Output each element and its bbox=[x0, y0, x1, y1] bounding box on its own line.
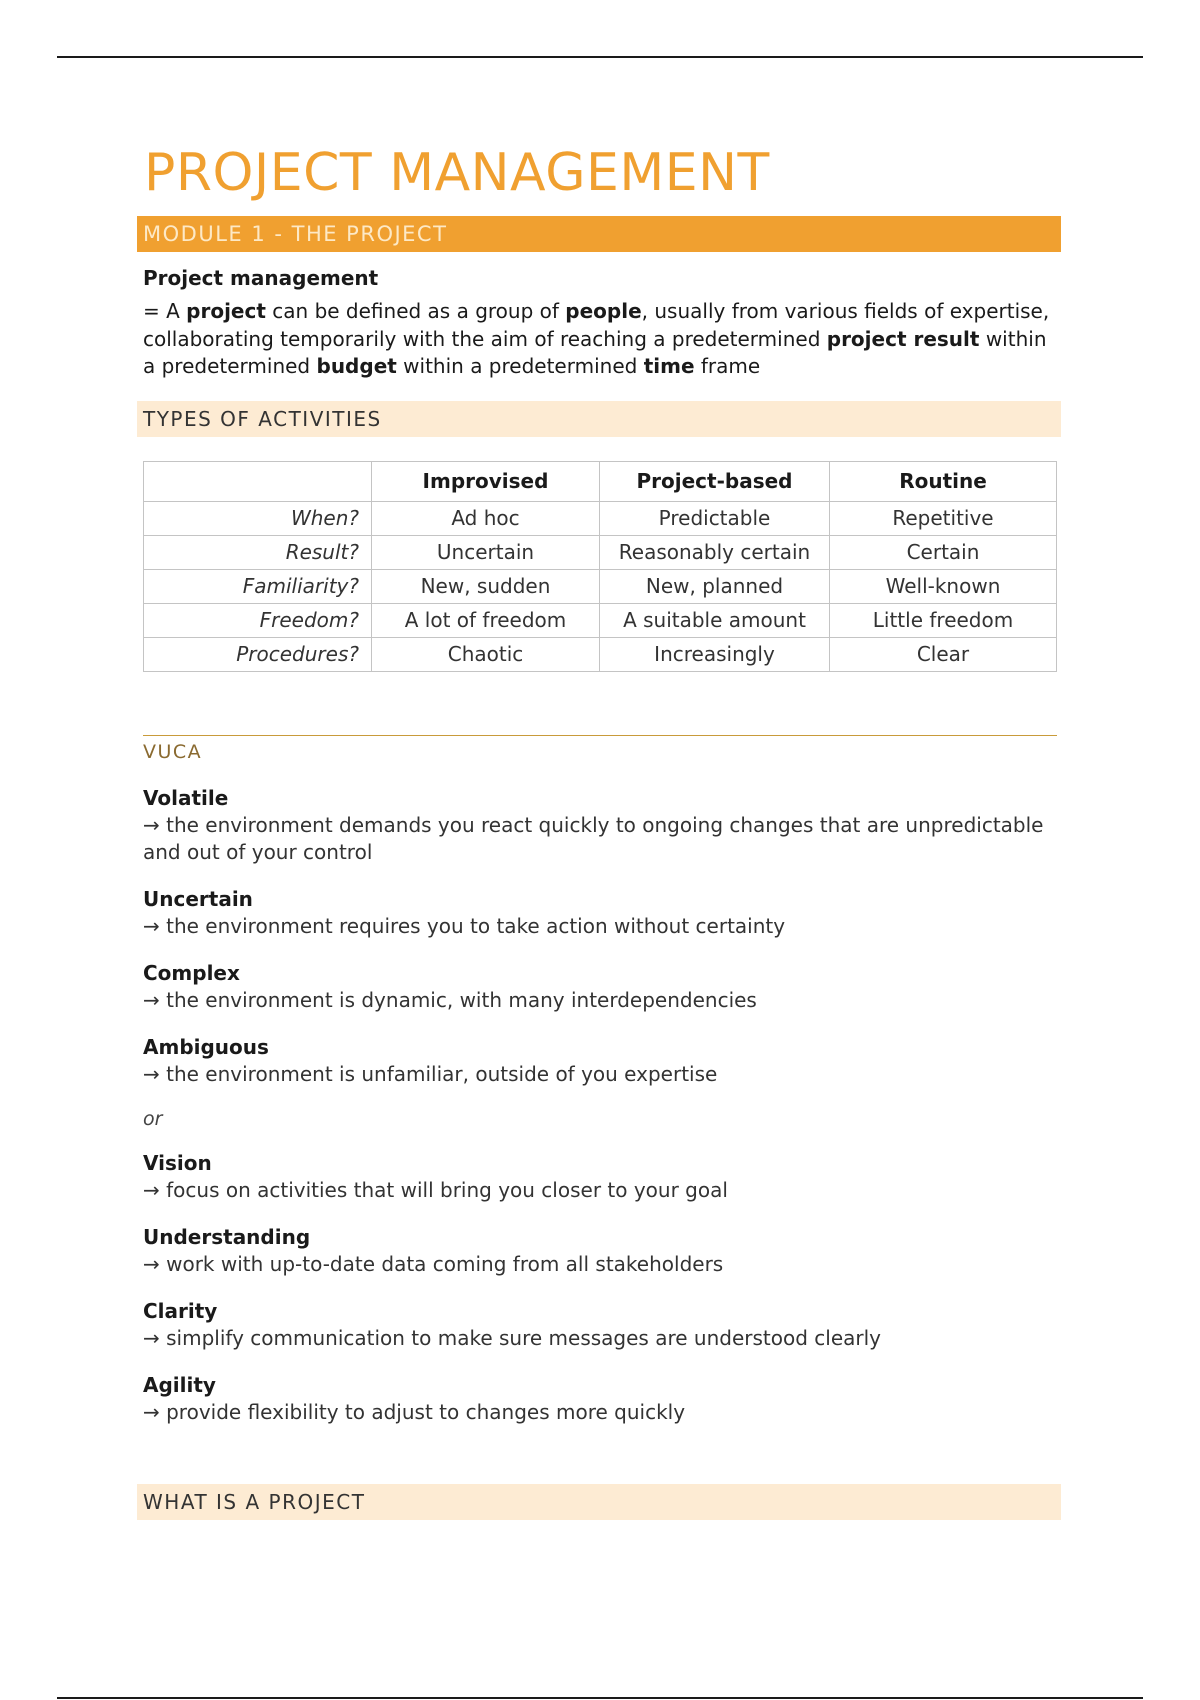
bottom-rule bbox=[57, 1697, 1143, 1699]
term-description: → the environment is dynamic, with many interdependencies bbox=[143, 988, 757, 1012]
term-entry bbox=[143, 1034, 1063, 1088]
vuca-list bbox=[143, 785, 1063, 1088]
types-heading: TYPES OF ACTIVITIES bbox=[137, 401, 1061, 437]
table-row bbox=[144, 603, 1057, 637]
intro-text: = A bbox=[143, 299, 187, 323]
intro-text: , usually from various fields of expertise, collaborating temporarily with the aim of reaching a predetermined bbox=[143, 299, 1050, 351]
intro-heading: Project management bbox=[143, 266, 379, 290]
vuca-divider bbox=[143, 735, 1057, 737]
intro-paragraph bbox=[143, 298, 1063, 381]
term-description: → provide flexibility to adjust to changes more quickly bbox=[143, 1400, 686, 1424]
term-title: Clarity bbox=[143, 1299, 218, 1323]
table-cell: Uncertain bbox=[372, 535, 600, 569]
table-row bbox=[144, 501, 1057, 535]
term-description: → focus on activities that will bring you closer to your goal bbox=[143, 1178, 728, 1202]
table-header-cell bbox=[144, 461, 372, 501]
term-entry bbox=[143, 1224, 1063, 1278]
table-row bbox=[144, 535, 1057, 569]
term-description: → simplify communication to make sure messages are understood clearly bbox=[143, 1326, 881, 1350]
term-title: Complex bbox=[143, 961, 240, 985]
what-is-project-heading: WHAT IS A PROJECT bbox=[137, 1484, 1061, 1520]
term-title: Understanding bbox=[143, 1225, 311, 1249]
vuca-alt-list bbox=[143, 1150, 1063, 1426]
term-entry bbox=[143, 960, 1063, 1014]
table-row-label: Procedures? bbox=[144, 637, 372, 671]
intro-text: can be defined as a group of bbox=[265, 299, 566, 323]
document-body bbox=[143, 140, 1063, 1520]
intro-text: within a predetermined bbox=[143, 326, 1047, 378]
table-row-label: When? bbox=[144, 501, 372, 535]
table-row bbox=[144, 637, 1057, 671]
activities-table bbox=[143, 461, 1057, 672]
table-header-cell: Project-based bbox=[600, 461, 830, 501]
term-title: Agility bbox=[143, 1373, 216, 1397]
table-cell: Predictable bbox=[600, 501, 830, 535]
term-description: → the environment is unfamiliar, outside of you expertise bbox=[143, 1062, 718, 1086]
table-cell: New, sudden bbox=[372, 569, 600, 603]
table-cell: New, planned bbox=[600, 569, 830, 603]
intro-bold-term: people bbox=[565, 299, 642, 323]
term-entry bbox=[143, 1150, 1063, 1204]
intro-text: frame bbox=[694, 354, 761, 378]
table-cell: A lot of freedom bbox=[372, 603, 600, 637]
term-title: Ambiguous bbox=[143, 1035, 269, 1059]
table-cell: Reasonably certain bbox=[600, 535, 830, 569]
intro-bold-term: project bbox=[186, 299, 266, 323]
term-title: Vision bbox=[143, 1151, 212, 1175]
table-row-label: Familiarity? bbox=[144, 569, 372, 603]
intro-bold-term: time bbox=[643, 354, 695, 378]
table-cell: Ad hoc bbox=[372, 501, 600, 535]
table-cell: Well-known bbox=[830, 569, 1057, 603]
table-header-row bbox=[144, 461, 1057, 501]
term-entry bbox=[143, 1298, 1063, 1352]
table-cell: A suitable amount bbox=[600, 603, 830, 637]
table-header-cell: Improvised bbox=[372, 461, 600, 501]
table-row-label: Result? bbox=[144, 535, 372, 569]
term-title: Uncertain bbox=[143, 887, 253, 911]
table-row-label: Freedom? bbox=[144, 603, 372, 637]
intro-text: within a predetermined bbox=[396, 354, 644, 378]
table-cell: Increasingly bbox=[600, 637, 830, 671]
term-entry bbox=[143, 785, 1063, 866]
table-header-cell: Routine bbox=[830, 461, 1057, 501]
term-title: Volatile bbox=[143, 786, 229, 810]
or-text: or bbox=[143, 1108, 163, 1130]
top-rule bbox=[57, 56, 1143, 58]
intro-bold-term: budget bbox=[316, 354, 397, 378]
module-heading: MODULE 1 - THE PROJECT bbox=[137, 216, 1061, 252]
term-description: → the environment requires you to take action without certainty bbox=[143, 914, 786, 938]
table-row bbox=[144, 569, 1057, 603]
term-entry bbox=[143, 886, 1063, 940]
table-cell: Repetitive bbox=[830, 501, 1057, 535]
table-cell: Chaotic bbox=[372, 637, 600, 671]
intro-bold-term: project result bbox=[826, 326, 980, 351]
term-description: → work with up-to-date data coming from all stakeholders bbox=[143, 1252, 724, 1276]
page-title: PROJECT MANAGEMENT bbox=[144, 143, 770, 203]
term-description: → the environment demands you react quickly to ongoing changes that are unpredictable and out of your control bbox=[143, 813, 1044, 864]
term-entry bbox=[143, 1372, 1063, 1426]
table-cell: Clear bbox=[830, 637, 1057, 671]
vuca-label: VUCA bbox=[143, 741, 203, 763]
table-cell: Little freedom bbox=[830, 603, 1057, 637]
table-cell: Certain bbox=[830, 535, 1057, 569]
